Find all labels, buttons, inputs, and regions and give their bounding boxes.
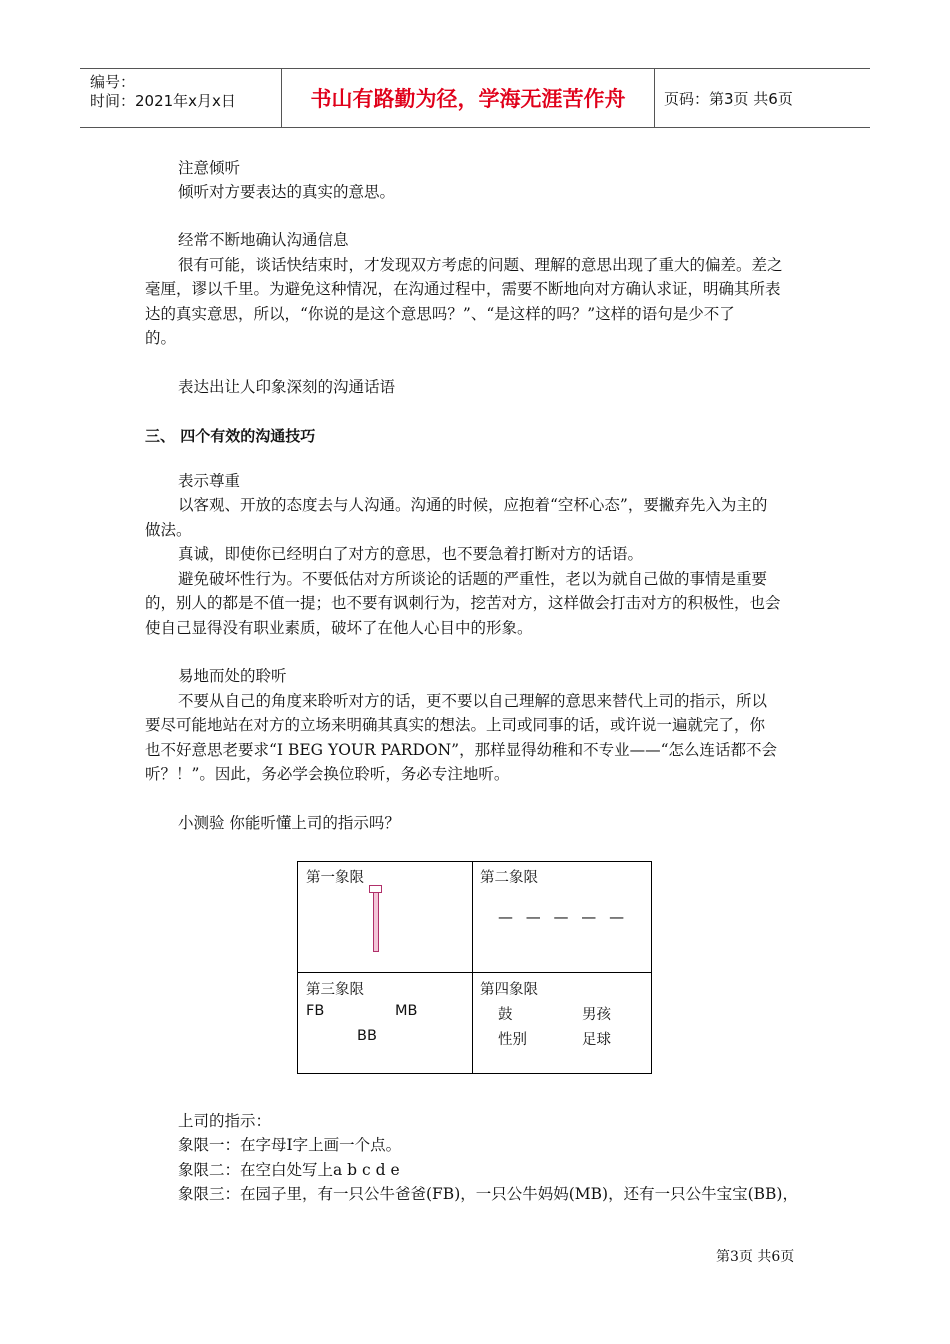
paragraph-line: 以客观、开放的态度去与人沟通。沟通的时候，应抱着“空杯心态”，要撇弃先入为主的 [178, 496, 768, 514]
quiz-title: 小测验 你能听懂上司的指示吗？ [178, 814, 400, 832]
quadrant-4-football: 足球 [582, 1032, 611, 1048]
quadrant-2-blanks: — — — — — [498, 908, 629, 926]
paragraph-heading: 注意倾听 [178, 159, 241, 177]
section-title: 三、 四个有效的沟通技巧 [145, 427, 316, 445]
paragraph-heading: 表达出让人印象深刻的沟通话语 [178, 378, 396, 396]
quadrant-3-bb: BB [357, 1028, 377, 1044]
quadrant-2-label: 第二象限 [480, 870, 538, 886]
quadrant-4-drum: 鼓 [498, 1007, 513, 1023]
paragraph-line: 的。 [145, 329, 177, 347]
quadrant-3-fb: FB [306, 1003, 325, 1019]
instructions-title: 上司的指示： [178, 1112, 272, 1130]
paragraph-line: 很有可能，谈话快结束时，才发现双方考虑的问题、理解的意思出现了重大的偏差。差之 [178, 256, 783, 274]
quadrant-table [297, 861, 652, 1074]
quadrant-3-label: 第三象限 [306, 982, 364, 998]
instruction-line: 象限二：在空白处写上a b c d e [178, 1161, 400, 1179]
paragraph-line: 要尽可能地站在对方的立场来明确其真实的想法。上司或同事的话，或许说一遍就完了，你 [145, 716, 766, 734]
quadrant-4-label: 第四象限 [480, 982, 538, 998]
header-divider [654, 69, 655, 127]
serial-label: 编号： [90, 73, 136, 91]
quadrant-1-label: 第一象限 [306, 870, 364, 886]
header-page-info: 页码：第3页 共6页 [664, 89, 793, 108]
date-label: 时间：2021年x月x日 [90, 92, 236, 110]
paragraph-line: 真诚，即使你已经明白了对方的意思，也不要急着打断对方的话语。 [178, 545, 644, 563]
paragraph-line: 避免破坏性行为。不要低估对方所谈论的话题的严重性，老以为就自己做的事情是重要 [178, 570, 768, 588]
table-divider [472, 862, 473, 1073]
paragraph-heading: 经常不断地确认沟通信息 [178, 231, 349, 249]
paragraph-line: 的，别人的都是不值一提；也不要有讽刺行为，挖苦对方，这样做会打击对方的积极性，也会 [145, 594, 781, 612]
paragraph-line: 毫厘，谬以千里。为避免这种情况，在沟通过程中，需要不断地向对方确认求证，明确其所表 [145, 280, 781, 298]
paragraph-line: 使自己显得没有职业素质，破坏了在他人心目中的形象。 [145, 619, 533, 637]
paragraph-heading: 表示尊重 [178, 472, 241, 490]
page-header [80, 68, 870, 128]
quadrant-4-gender: 性别 [498, 1032, 527, 1048]
header-motto: 书山有路勤为径，学海无涯苦作舟 [310, 87, 626, 111]
table-divider [298, 972, 651, 973]
paragraph-line: 做法。 [145, 521, 192, 539]
letter-i-stem [373, 892, 379, 952]
paragraph-line: 也不好意思老要求“I BEG YOUR PARDON”，那样显得幼稚和不专业——“怎么连话都不会 [145, 741, 778, 759]
quadrant-3-mb: MB [395, 1003, 418, 1019]
quadrant-4-boy: 男孩 [582, 1007, 611, 1023]
instruction-line: 象限一：在字母I字上画一个点。 [178, 1136, 402, 1154]
paragraph-heading: 易地而处的聆听 [178, 667, 287, 685]
paragraph-line: 达的真实意思，所以，“你说的是这个意思吗？”、“是这样的吗？”这样的语句是少不了 [145, 305, 735, 323]
instruction-line: 象限三：在园子里，有一只公牛爸爸(FB)，一只公牛妈妈(MB)，还有一只公牛宝宝(BB)， [178, 1185, 798, 1203]
paragraph-line: 不要从自己的角度来聆听对方的话，更不要以自己理解的意思来替代上司的指示，所以 [178, 692, 768, 710]
header-meta [90, 73, 236, 111]
paragraph-line: 听？！”。因此，务必学会换位聆听，务必专注地听。 [145, 765, 510, 783]
page-footer: 第3页 共6页 [716, 1249, 795, 1265]
paragraph-line: 倾听对方要表达的真实的意思。 [178, 183, 396, 201]
